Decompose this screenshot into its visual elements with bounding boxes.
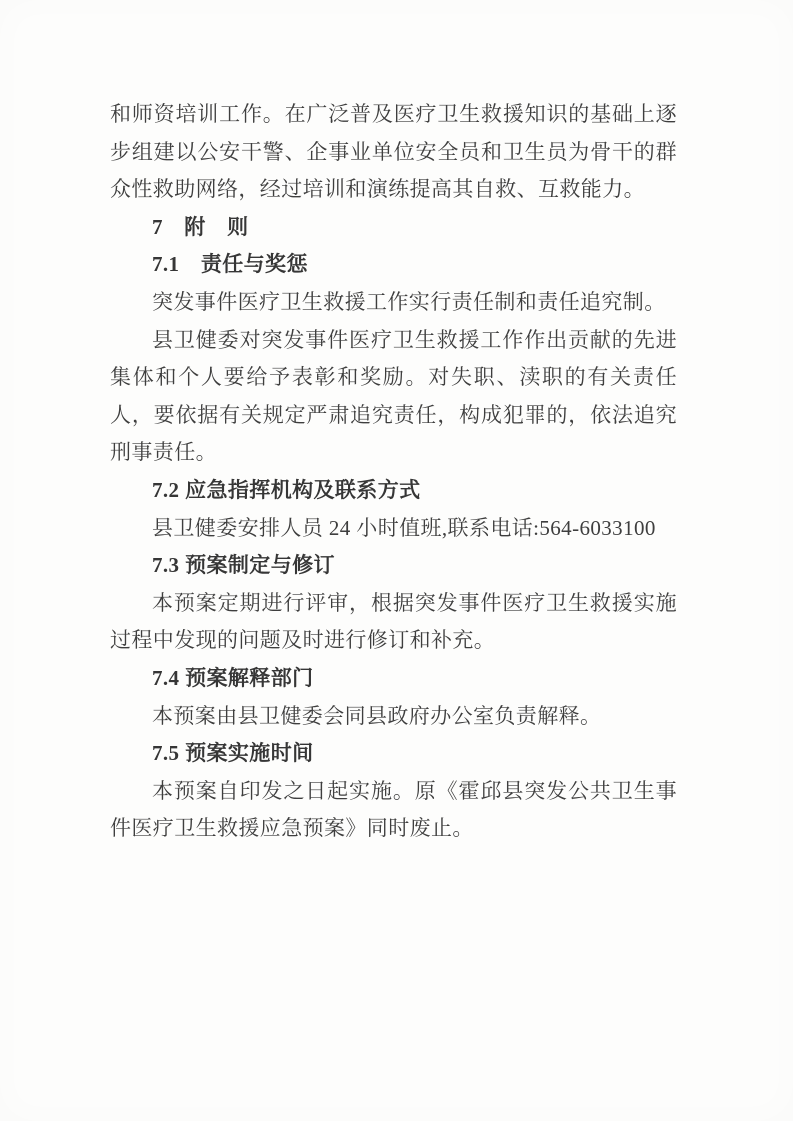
para-continued-training-network: 和师资培训工作。在广泛普及医疗卫生救援知识的基础上逐步组建以公安干警、企事业单位安全员和卫生员为骨干的群众性救助网络，经过培训和演练提高其自救、互救能力。: [110, 102, 677, 202]
heading-7-1-responsibility-rewards: 7.1 责任与奖惩: [152, 252, 308, 277]
para-duty-phone-line: 县卫健委安排人员 24 小时值班,联系电话:564-6033100: [152, 515, 656, 540]
para-interpretation-responsibility: 本预案由县卫健委会同县政府办公室负责解释。: [152, 703, 602, 728]
para-responsibility-system: 突发事件医疗卫生救援工作实行责任制和责任追究制。: [152, 289, 666, 314]
para-implementation-effective-date: 本预案自印发之日起实施。原《霍邱县突发公共卫生事件医疗卫生救援应急预案》同时废止。: [110, 778, 677, 841]
heading-7-3-plan-formulation-revision: 7.3 预案制定与修订: [152, 553, 335, 578]
para-rewards-and-punishment: 县卫健委对突发事件医疗卫生救援工作作出贡献的先进集体和个人要给予表彰和奖励。对失职、渎职的有关责任人，要依据有关规定严肃追究责任，构成犯罪的，依法追究刑事责任。: [110, 327, 677, 465]
heading-7-supplementary-provisions: 7 附 则: [152, 214, 249, 239]
heading-7-2-emergency-command-contact: 7.2 应急指挥机构及联系方式: [152, 477, 421, 502]
heading-7-5-plan-implementation-time: 7.5 预案实施时间: [152, 741, 314, 766]
para-periodic-review: 本预案定期进行评审，根据突发事件医疗卫生救援实施过程中发现的问题及时进行修订和补充。: [110, 590, 677, 653]
document-content: [110, 96, 677, 848]
heading-7-4-plan-interpretation-department: 7.4 预案解释部门: [152, 665, 314, 690]
